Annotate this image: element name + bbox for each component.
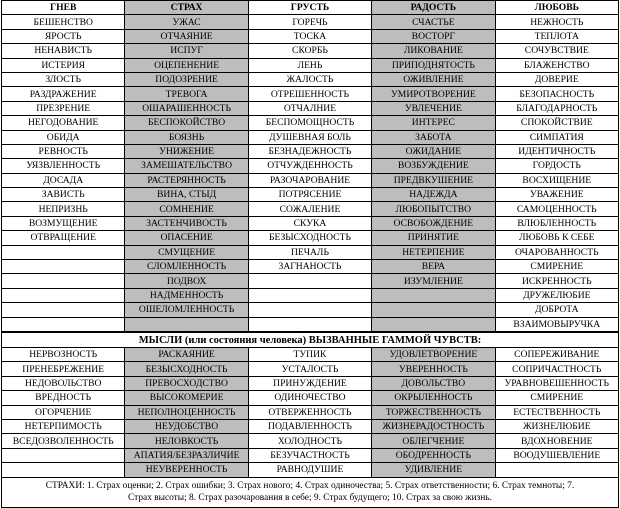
cell-love: СИМПАТИЯ xyxy=(495,130,618,144)
emotion-row xyxy=(2,288,619,302)
emotion-row xyxy=(2,274,619,288)
cell-joy xyxy=(372,303,495,317)
cell-fear: БЕСПОКОЙСТВО xyxy=(125,116,248,130)
cell-fear: НЕУДОБСТВО xyxy=(125,419,248,433)
cell-sadness: РАВНОДУШИЕ xyxy=(248,463,371,477)
cell-joy: ОЖИДАНИЕ xyxy=(372,144,495,158)
cell-anger: УЯЗВЛЕННОСТЬ xyxy=(2,159,125,173)
cell-fear: УЖАС xyxy=(125,15,248,29)
cell-joy: ВОСТОРГ xyxy=(372,29,495,43)
cell-love: ЕСТЕСТВЕННОСТЬ xyxy=(495,405,618,419)
emotions-table xyxy=(1,0,619,332)
cell-anger: НЕНАВИСТЬ xyxy=(2,44,125,58)
cell-sadness: ОТЧАЛНИЕ xyxy=(248,101,371,115)
cell-anger: НЕПРИЗНЬ xyxy=(2,202,125,216)
cell-love: УВАЖЕНИЕ xyxy=(495,188,618,202)
cell-anger: ДОСАДА xyxy=(2,173,125,187)
cell-love: УРАВНОВЕШЕННОСТЬ xyxy=(495,376,618,390)
cell-fear: ВИНА, СТЫД xyxy=(125,188,248,202)
cell-love: ГОРДОСТЬ xyxy=(495,159,618,173)
cell-sadness xyxy=(248,288,371,302)
section-title: МЫСЛИ (или состояния человека) ВЫЗВАННЫЕ ГАММОЙ ЧУВСТВ: xyxy=(1,332,619,347)
cell-sadness: ОТВЕРЖЕННОСТЬ xyxy=(248,405,371,419)
cell-joy: ЖИЗНЕРАДОСТНОСТЬ xyxy=(372,419,495,433)
emotion-row xyxy=(2,231,619,245)
cell-love: СОЧУВСТВИЕ xyxy=(495,44,618,58)
cell-sadness: СКОРБЬ xyxy=(248,44,371,58)
emotion-row xyxy=(2,72,619,86)
emotion-row xyxy=(2,159,619,173)
cell-anger xyxy=(2,303,125,317)
cell-anger: БЕШЕНСТВО xyxy=(2,15,125,29)
cell-anger xyxy=(2,317,125,331)
emotion-row xyxy=(2,15,619,29)
emotion-row xyxy=(2,303,619,317)
cell-joy: УМИРОТВОРЕНИЕ xyxy=(372,87,495,101)
cell-love: ВЛЮБЛЕННОСТЬ xyxy=(495,216,618,230)
cell-love: ДРУЖЕЛЮБИЕ xyxy=(495,288,618,302)
emotion-row xyxy=(2,44,619,58)
cell-anger xyxy=(2,274,125,288)
cell-love: СМИРЕНИЕ xyxy=(495,260,618,274)
cell-fear: СМУЩЕНИЕ xyxy=(125,245,248,259)
cell-love: СОПЕРЕЖИВАНИЕ xyxy=(495,347,618,361)
cell-joy: УДОВЛЕТВОРЕНИЕ xyxy=(372,347,495,361)
cell-anger: ПРЕЗРЕНИЕ xyxy=(2,101,125,115)
thought-row xyxy=(2,376,619,390)
cell-sadness xyxy=(248,274,371,288)
cell-anger: ВОЗМУЩЕНИЕ xyxy=(2,216,125,230)
cell-sadness: ОДИНОЧЕСТВО xyxy=(248,391,371,405)
cell-love: БЛАЖЕНСТВО xyxy=(495,58,618,72)
cell-anger: ЗЛОСТЬ xyxy=(2,72,125,86)
cell-joy: НЕТЕРПЕНИЕ xyxy=(372,245,495,259)
cell-fear: РАСТЕРЯННОСТЬ xyxy=(125,173,248,187)
cell-anger: ЯРОСТЬ xyxy=(2,29,125,43)
emotion-row xyxy=(2,101,619,115)
thought-row xyxy=(2,405,619,419)
cell-love: ВЗАИМОВЫРУЧКА xyxy=(495,317,618,331)
header-joy: РАДОСТЬ xyxy=(372,1,495,15)
cell-love: ВООДУШЕВЛЕНИЕ xyxy=(495,448,618,462)
cell-joy: ОКРЫЛЕННОСТЬ xyxy=(372,391,495,405)
cell-sadness: ТОСКА xyxy=(248,29,371,43)
cell-anger: РАЗДРАЖЕНИЕ xyxy=(2,87,125,101)
cell-love: НЕЖНОСТЬ xyxy=(495,15,618,29)
cell-anger: ОБИДА xyxy=(2,130,125,144)
cell-anger xyxy=(2,260,125,274)
cell-love: ТЕПЛОТА xyxy=(495,29,618,43)
cell-anger: ИСТЕРИЯ xyxy=(2,58,125,72)
cell-fear: ПОДВОХ xyxy=(125,274,248,288)
emotion-row xyxy=(2,188,619,202)
cell-fear: ВЫСОКОМЕРИЕ xyxy=(125,391,248,405)
cell-sadness: ЖАЛОСТЬ xyxy=(248,72,371,86)
cell-love xyxy=(495,463,618,477)
cell-anger: ЗАВИСТЬ xyxy=(2,188,125,202)
cell-sadness: БЕЗЫСХОДНОСТЬ xyxy=(248,231,371,245)
cell-fear: УНИЖЕНИЕ xyxy=(125,144,248,158)
cell-joy: УВЕРЕННОСТЬ xyxy=(372,362,495,376)
thought-row xyxy=(2,362,619,376)
cell-joy: ОЖИВЛЕНИЕ xyxy=(372,72,495,86)
cell-love: ЖИЗНЕЛЮБИЕ xyxy=(495,419,618,433)
cell-sadness: ГОРЕЧЬ xyxy=(248,15,371,29)
cell-anger: НЕГОДОВАНИЕ xyxy=(2,116,125,130)
emotion-row xyxy=(2,317,619,331)
emotion-row xyxy=(2,58,619,72)
thought-row xyxy=(2,448,619,462)
emotion-row xyxy=(2,116,619,130)
cell-anger: ВСЕДОЗВОЛЕННОСТЬ xyxy=(2,434,125,448)
cell-anger xyxy=(2,288,125,302)
cell-sadness: ПОТРЯСЕНИЕ xyxy=(248,188,371,202)
emotion-row xyxy=(2,216,619,230)
cell-sadness xyxy=(248,317,371,331)
cell-joy: НАДЕЖДА xyxy=(372,188,495,202)
cell-love: ДОБРОТА xyxy=(495,303,618,317)
cell-love: ДОВЕРИЕ xyxy=(495,72,618,86)
emotion-row xyxy=(2,173,619,187)
thought-row xyxy=(2,419,619,433)
cell-fear: ТРЕВОГА xyxy=(125,87,248,101)
cell-joy xyxy=(372,317,495,331)
cell-anger: НЕДОВОЛЬСТВО xyxy=(2,376,125,390)
thought-row xyxy=(2,463,619,477)
emotion-row xyxy=(2,130,619,144)
cell-sadness: СОЖАЛЕНИЕ xyxy=(248,202,371,216)
cell-sadness: ЛЕНЬ xyxy=(248,58,371,72)
cell-joy: ОСВОБОЖДЕНИЕ xyxy=(372,216,495,230)
cell-anger: ОТВРАЩЕНИЕ xyxy=(2,231,125,245)
cell-sadness: УСТАЛОСТЬ xyxy=(248,362,371,376)
cell-fear: АПАТИЯ/БЕЗРАЗЛИЧИЕ xyxy=(125,448,248,462)
cell-fear: БЕЗЫСХОДНОСТЬ xyxy=(125,362,248,376)
cell-fear xyxy=(125,317,248,331)
cell-sadness: РАЗОЧАРОВАНИЕ xyxy=(248,173,371,187)
cell-fear: СОМНЕНИЕ xyxy=(125,202,248,216)
cell-joy: ЗАБОТА xyxy=(372,130,495,144)
header-love: ЛЮБОВЬ xyxy=(495,1,618,15)
cell-love: СПОКОЙСТВИЕ xyxy=(495,116,618,130)
fears-footer xyxy=(1,478,619,508)
cell-love: ЛЮБОВЬ К СЕБЕ xyxy=(495,231,618,245)
cell-love: БЕЗОПАСНОСТЬ xyxy=(495,87,618,101)
cell-fear: ПОДОЗРЕНИЕ xyxy=(125,72,248,86)
cell-anger: ПРЕНЕБРЕЖЕНИЕ xyxy=(2,362,125,376)
cell-sadness: ХОЛОДНОСТЬ xyxy=(248,434,371,448)
cell-joy: ТОРЖЕСТВЕННОСТЬ xyxy=(372,405,495,419)
cell-fear: НЕПОЛНОЦЕННОСТЬ xyxy=(125,405,248,419)
cell-sadness: ЗАГНАНОСТЬ xyxy=(248,260,371,274)
cell-joy: ОБЛЕГЧЕНИЕ xyxy=(372,434,495,448)
thought-row xyxy=(2,434,619,448)
cell-joy: ВЕРА xyxy=(372,260,495,274)
cell-love: ИДЕНТИЧНОСТЬ xyxy=(495,144,618,158)
footer-line-2: Страх высоты; 8. Страх разочарования в себе; 9. Страх будущего; 10. Страх за свою жизнь. xyxy=(128,493,492,503)
thought-row xyxy=(2,347,619,361)
cell-love: БЛАГОДАРНОСТЬ xyxy=(495,101,618,115)
cell-joy: УВЛЕЧЕНИЕ xyxy=(372,101,495,115)
emotion-row xyxy=(2,144,619,158)
cell-sadness: ДУШЕВНАЯ БОЛЬ xyxy=(248,130,371,144)
cell-sadness: ОТРЕШЕННОСТЬ xyxy=(248,87,371,101)
thoughts-table xyxy=(1,347,619,478)
cell-sadness: ПРИНУЖДЕНИЕ xyxy=(248,376,371,390)
header-sadness: ГРУСТЬ xyxy=(248,1,371,15)
cell-anger: НЕРВОЗНОСТЬ xyxy=(2,347,125,361)
cell-joy: ИНТЕРЕС xyxy=(372,116,495,130)
cell-fear: ОШЕЛОМЛЕННОСТЬ xyxy=(125,303,248,317)
emotion-row xyxy=(2,87,619,101)
cell-joy: ОБОДРЕННОСТЬ xyxy=(372,448,495,462)
cell-joy: ПРИНЯТИЕ xyxy=(372,231,495,245)
cell-fear: БОЯЗНЬ xyxy=(125,130,248,144)
cell-joy xyxy=(372,288,495,302)
emotions-body xyxy=(2,15,619,332)
cell-joy: ЛЮБОПЫТСТВО xyxy=(372,202,495,216)
cell-joy: ИЗУМЛЕНИЕ xyxy=(372,274,495,288)
cell-sadness: ПЕЧАЛЬ xyxy=(248,245,371,259)
cell-sadness: СКУКА xyxy=(248,216,371,230)
cell-love: ОЧАРОВАННОСТЬ xyxy=(495,245,618,259)
cell-fear: СЛОМЛЕННОСТЬ xyxy=(125,260,248,274)
thoughts-body xyxy=(2,347,619,477)
cell-fear: ИСПУГ xyxy=(125,44,248,58)
emotion-row xyxy=(2,29,619,43)
cell-sadness: БЕСПОМОЩНОСТЬ xyxy=(248,116,371,130)
cell-love: ВДОХНОВЕНИЕ xyxy=(495,434,618,448)
cell-love: СМИРЕНИЕ xyxy=(495,391,618,405)
cell-fear: ЗАМЕШАТЕЛЬСТВО xyxy=(125,159,248,173)
cell-anger: ОГОРЧЕНИЕ xyxy=(2,405,125,419)
cell-fear: ОШАРАШЕННОСТЬ xyxy=(125,101,248,115)
cell-fear: ОПАСЕНИЕ xyxy=(125,231,248,245)
header-fear: СТРАХ xyxy=(125,1,248,15)
cell-love: ВОСХИЩЕНИЕ xyxy=(495,173,618,187)
cell-anger xyxy=(2,448,125,462)
cell-sadness: БЕЗНАДЕЖНОСТЬ xyxy=(248,144,371,158)
cell-fear: ПРЕВОСХОДСТВО xyxy=(125,376,248,390)
cell-fear: ОЦЕПЕНЕНИЕ xyxy=(125,58,248,72)
cell-joy: ДОВОЛЬСТВО xyxy=(372,376,495,390)
footer-line-1: СТРАХИ: 1. Страх оценки; 2. Страх ошибки; 3. Страх нового; 4. Страх одиночества; 5. Страх ответственности; 6. Страх темноты; 7. xyxy=(45,480,575,491)
cell-joy: ЛИКОВАНИЕ xyxy=(372,44,495,58)
cell-love: САМОЦЕННОСТЬ xyxy=(495,202,618,216)
cell-sadness xyxy=(248,303,371,317)
cell-anger: НЕТЕРПИМОСТЬ xyxy=(2,419,125,433)
cell-sadness: БЕЗУЧАСТНОСТЬ xyxy=(248,448,371,462)
cell-joy: ПРИПОДНЯТОСТЬ xyxy=(372,58,495,72)
cell-sadness: ТУПИК xyxy=(248,347,371,361)
cell-joy: ПРЕДВКУШЕНИЕ xyxy=(372,173,495,187)
cell-fear: НАДМЕННОСТЬ xyxy=(125,288,248,302)
thought-row xyxy=(2,391,619,405)
header-row xyxy=(2,1,619,15)
cell-fear: ОТЧАЯНИЕ xyxy=(125,29,248,43)
cell-sadness: ПОДАВЛЕННОСТЬ xyxy=(248,419,371,433)
emotion-row xyxy=(2,245,619,259)
cell-anger: ВРЕДНОСТЬ xyxy=(2,391,125,405)
cell-fear: НЕЛОВКОСТЬ xyxy=(125,434,248,448)
cell-love: СОПРИЧАСТНОСТЬ xyxy=(495,362,618,376)
cell-fear: РАСКАЯНИЕ xyxy=(125,347,248,361)
cell-fear: НЕУВЕРЕННОСТЬ xyxy=(125,463,248,477)
cell-sadness: ОТЧУЖДЕННОСТЬ xyxy=(248,159,371,173)
cell-anger xyxy=(2,463,125,477)
cell-joy: СЧАСТЬЕ xyxy=(372,15,495,29)
cell-anger xyxy=(2,245,125,259)
header-anger: ГНЕВ xyxy=(2,1,125,15)
cell-joy: ВОЗБУЖДЕНИЕ xyxy=(372,159,495,173)
cell-anger: РЕВНОСТЬ xyxy=(2,144,125,158)
cell-joy: УДИВЛЕНИЕ xyxy=(372,463,495,477)
cell-love: ИСКРЕННОСТЬ xyxy=(495,274,618,288)
cell-fear: ЗАСТЕНЧИВОСТЬ xyxy=(125,216,248,230)
emotion-row xyxy=(2,260,619,274)
emotion-row xyxy=(2,202,619,216)
